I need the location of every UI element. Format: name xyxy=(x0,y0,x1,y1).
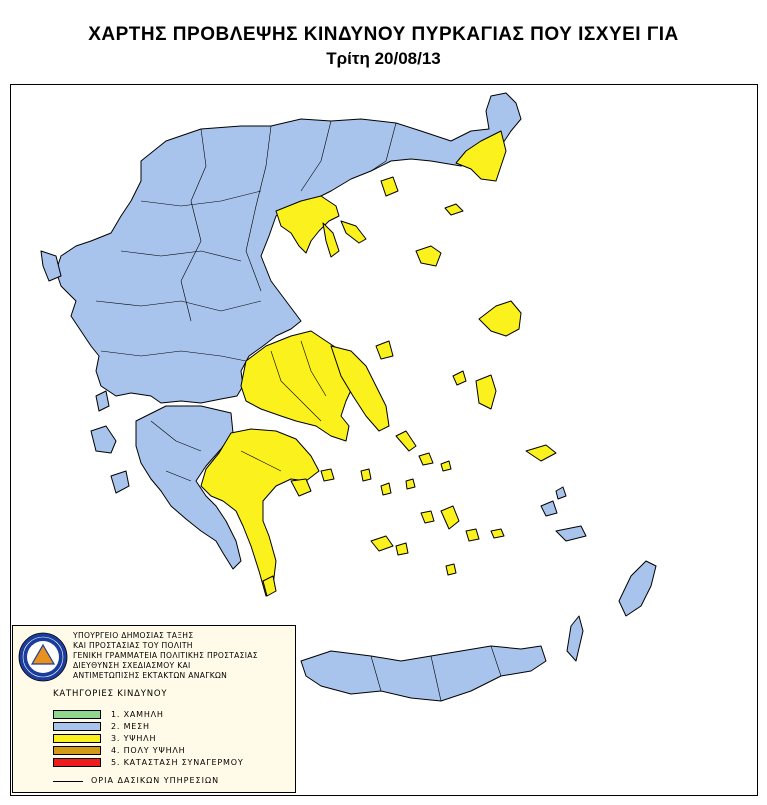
swatch-very-high xyxy=(53,746,101,755)
region-naxos xyxy=(441,506,459,529)
region-samothraki xyxy=(445,204,463,215)
category-low-label: 1. ΧΑΜΗΛΗ xyxy=(111,710,164,719)
region-chios xyxy=(476,375,496,409)
region-chalkidiki-leg1 xyxy=(323,223,339,257)
region-syros xyxy=(406,479,415,489)
boundary-label: ΟΡΙΑ ΔΑΣΙΚΩΝ ΥΠΗΡΕΣΙΩΝ xyxy=(91,776,220,785)
region-lesvos xyxy=(479,301,521,336)
category-medium-label: 2. ΜΕΣΗ xyxy=(111,722,150,731)
swatch-low xyxy=(53,710,101,719)
region-aegina xyxy=(321,469,334,481)
region-sporades xyxy=(376,341,393,359)
org-line-2: ΚΑΙ ΠΡΟΣΤΑΣΙΑΣ ΤΟΥ ΠΟΛΙΤΗ xyxy=(73,641,193,650)
region-kos xyxy=(556,526,586,541)
civil-protection-logo xyxy=(18,632,68,682)
region-zakynthos xyxy=(111,471,129,493)
region-mykonos xyxy=(441,461,451,471)
region-skyros xyxy=(453,371,466,385)
category-very-high-label: 4. ΠΟΛΥ ΥΨΗΛΗ xyxy=(111,746,186,755)
region-andros xyxy=(396,431,416,451)
region-kythnos xyxy=(381,483,391,495)
org-line-4: ΔΙΕΥΘΥΝΣΗ ΣΧΕΔΙΑΣΜΟΥ ΚΑΙ xyxy=(73,661,191,670)
category-high-label: 3. ΥΨΗΛΗ xyxy=(111,734,157,743)
swatch-medium xyxy=(53,722,101,731)
region-leros xyxy=(556,487,566,499)
region-kefalonia xyxy=(91,426,116,453)
map-date: Τρίτη 20/08/13 xyxy=(326,49,441,68)
category-alarm-label: 5. ΚΑΤΑΣΤΑΣΗ ΣΥΝΑΓΕΡΜΟΥ xyxy=(111,758,244,767)
region-amorgos xyxy=(491,529,504,538)
org-line-5: ΑΝΤΙΜΕΤΩΠΙΣΗΣ ΕΚΤΑΚΤΩΝ ΑΝΑΓΚΩΝ xyxy=(73,671,228,680)
region-thasos xyxy=(381,177,398,196)
region-santorini xyxy=(466,529,479,541)
region-chalkidiki-leg2 xyxy=(341,221,366,243)
region-kea xyxy=(361,469,371,481)
region-sifnos xyxy=(396,543,408,555)
region-paros xyxy=(421,511,434,523)
region-lefkada xyxy=(96,391,109,411)
categories-title: ΚΑΤΗΓΟΡΙΕΣ ΚΙΝΔΥΝΟΥ xyxy=(53,689,168,699)
region-lemnos xyxy=(416,246,441,266)
region-rhodes xyxy=(619,561,656,616)
swatch-high xyxy=(53,734,101,743)
boundary-line-sample xyxy=(53,781,83,782)
legend-box xyxy=(12,625,296,793)
region-tinos xyxy=(419,453,433,465)
swatch-alarm xyxy=(53,758,101,767)
medium-risk-areas xyxy=(41,93,656,701)
region-kalymnos xyxy=(541,501,557,516)
region-ikaria xyxy=(526,445,556,461)
region-karpathos xyxy=(567,616,583,661)
region-ios xyxy=(446,564,456,575)
region-argolida-coast xyxy=(291,479,311,496)
region-milos xyxy=(371,536,393,551)
region-crete xyxy=(301,646,546,701)
org-line-3: ΓΕΝΙΚΗ ΓΡΑΜΜΑΤΕΙΑ ΠΟΛΙΤΙΚΗΣ ΠΡΟΣΤΑΣΙΑΣ xyxy=(73,651,258,660)
org-line-1: ΥΠΟΥΡΓΕΙΟ ΔΗΜΟΣΙΑΣ ΤΑΞΗΣ xyxy=(73,631,194,640)
region-corfu xyxy=(41,251,61,281)
map-title: ΧΑΡΤΗΣ ΠΡΟΒΛΕΨΗΣ ΚΙΝΔΥΝΟΥ ΠΥΡΚΑΓΙΑΣ ΠΟΥ ΙΣΧΥΕΙ ΓΙΑ xyxy=(88,24,679,45)
